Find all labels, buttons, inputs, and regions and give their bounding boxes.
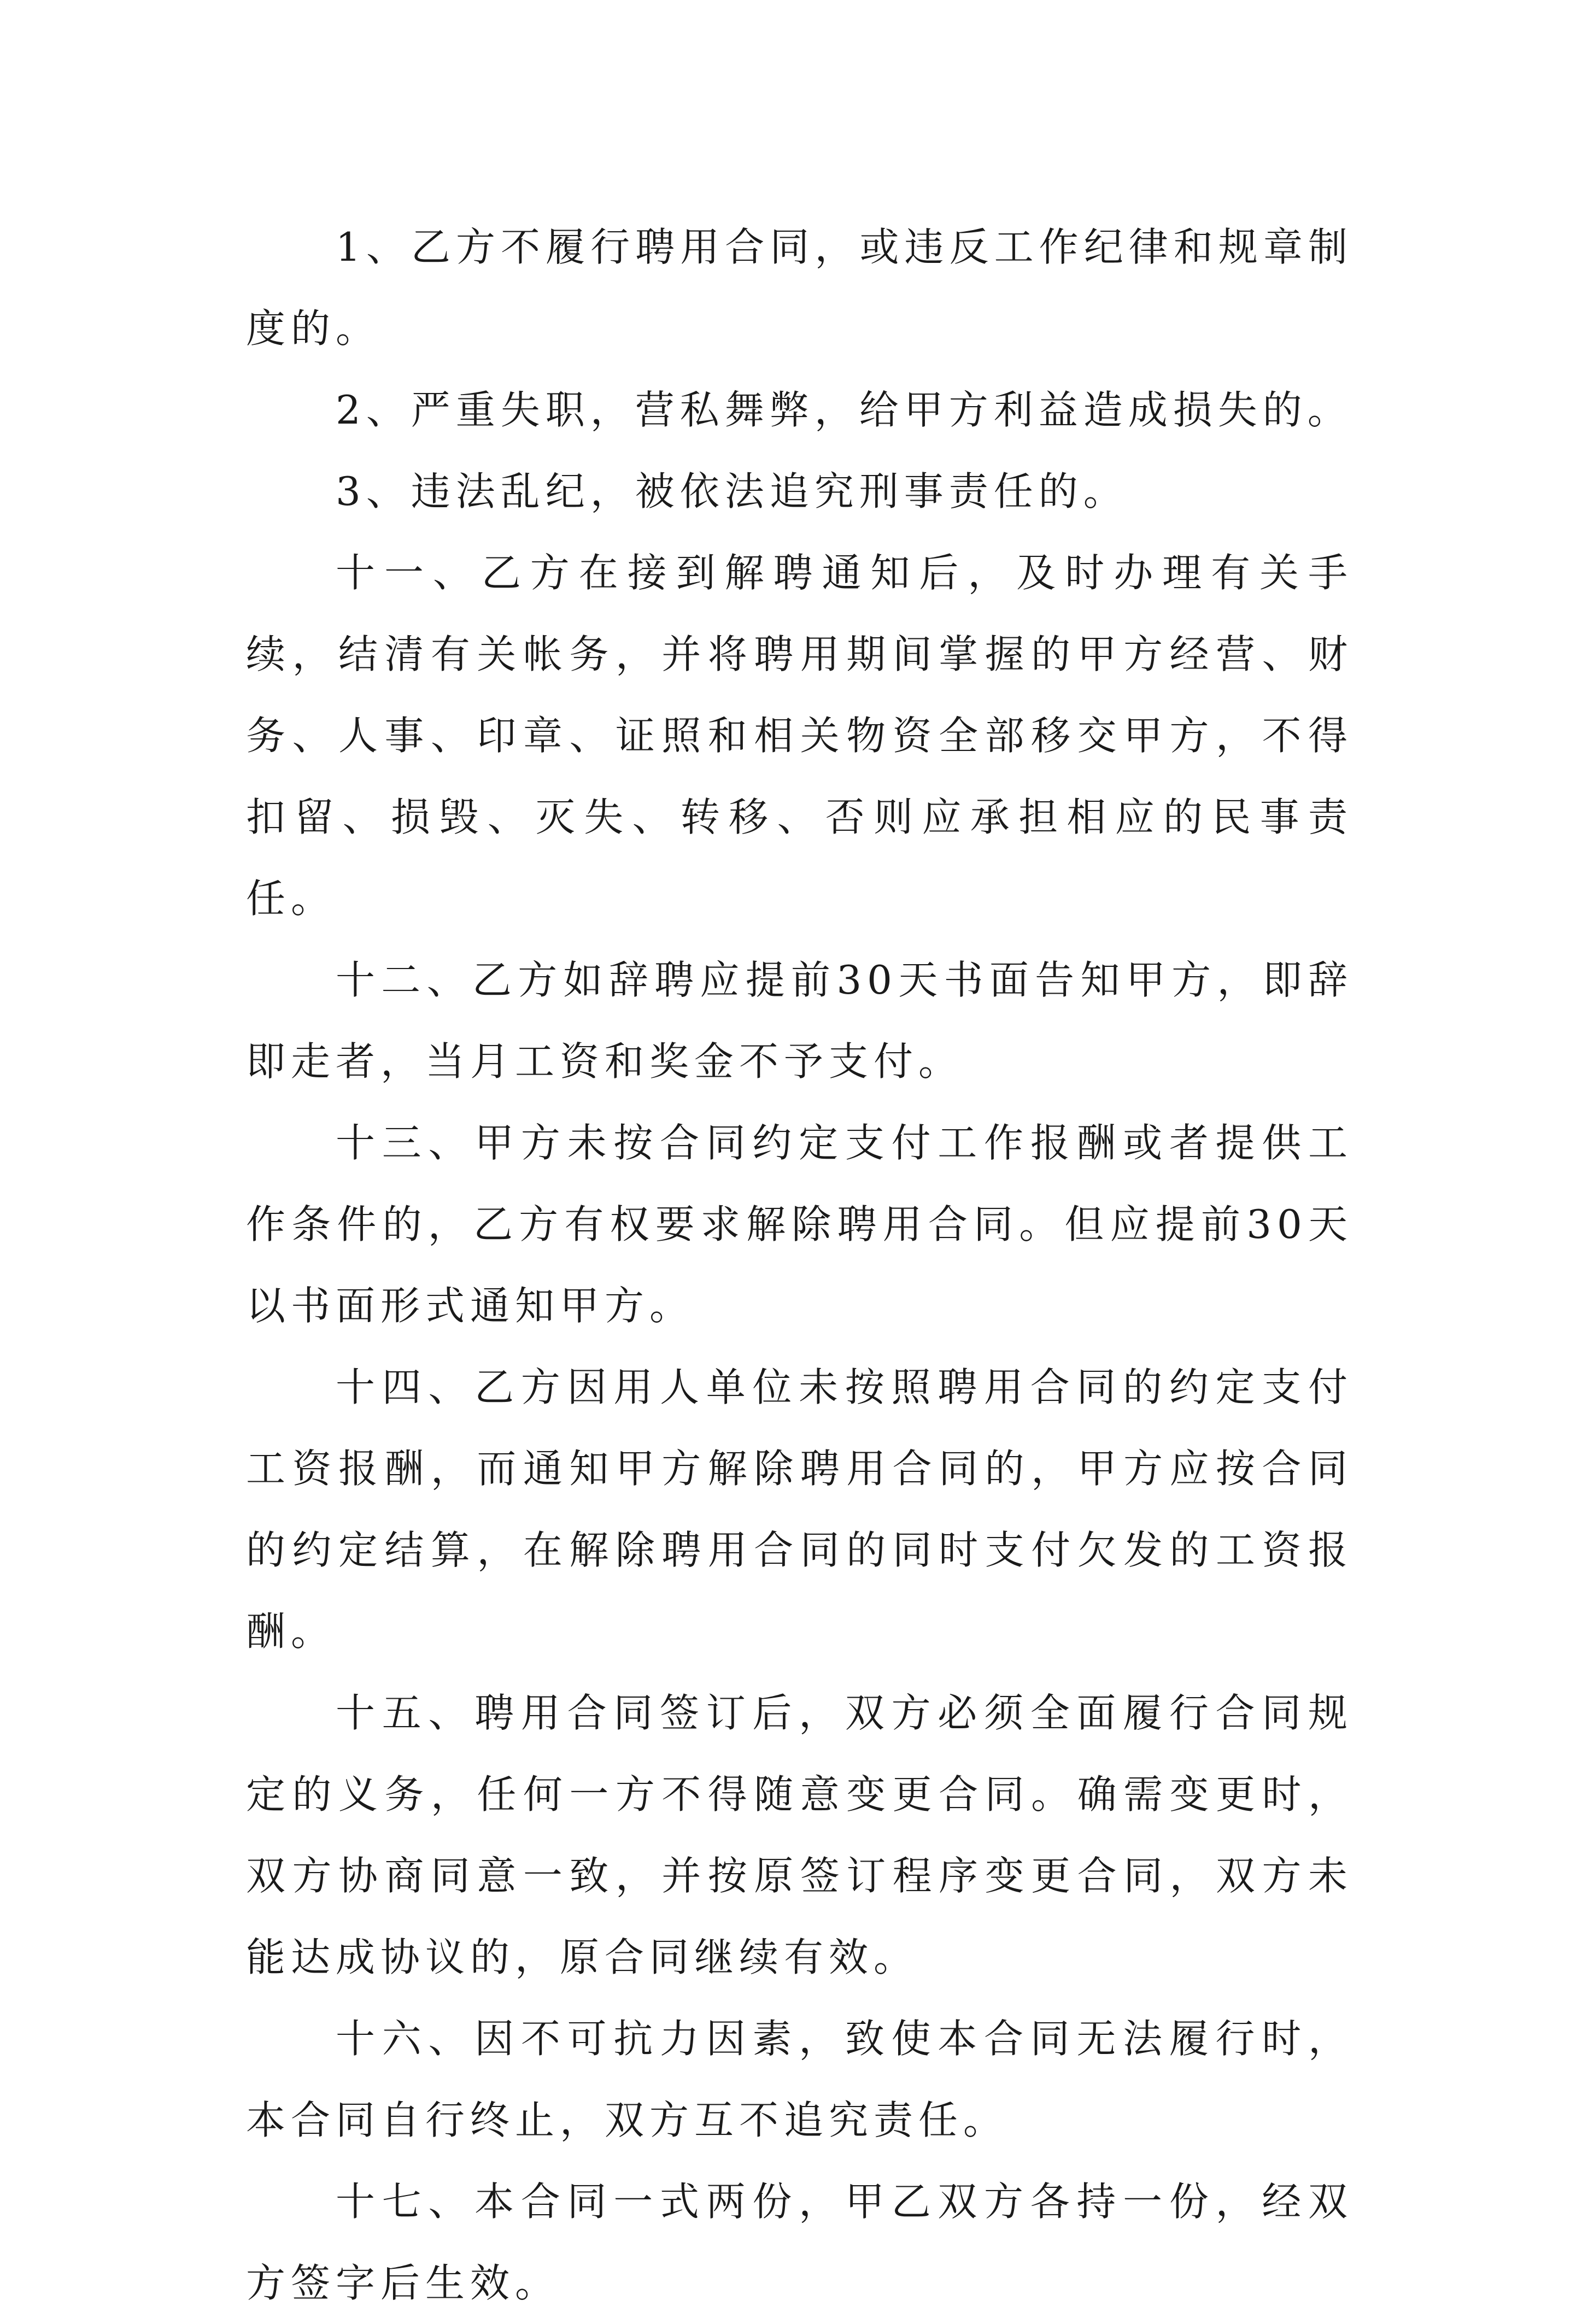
clause-paragraph: 3、违法乱纪，被依法追究刑事责任的。: [336, 468, 1128, 514]
clause-paragraph: 2、严重失职，营私舞弊，给甲方利益造成损失的。: [336, 387, 1352, 433]
clause-paragraph: 十一、乙方在接到解聘通知后，及时办理有关手续，结清有关帐务，并将聘用期间掌握的甲方经营、财务、人事、印章、证照和相关物资全部移交甲方，不得扣留、损毁、灭失、转移、否则应承担相应的民事责任。: [246, 550, 1353, 922]
clause-paragraph: 十二、乙方如辞聘应提前30天书面告知甲方，即辞即走者，当月工资和奖金不予支付。: [246, 957, 1353, 1084]
clause-paragraph: 1、乙方不履行聘用合同，或违反工作纪律和规章制度的。: [246, 224, 1353, 351]
clause-paragraph: 十三、甲方未按合同约定支付工作报酬或者提供工作条件的，乙方有权要求解除聘用合同。但应提前30天以书面形式通知甲方。: [246, 1120, 1353, 1329]
clause-paragraph: 十四、乙方因用人单位未按照聘用合同的约定支付工资报酬，而通知甲方解除聘用合同的，甲方应按合同的约定结算，在解除聘用合同的同时支付欠发的工资报酬。: [246, 1364, 1353, 1654]
contract-body: [246, 207, 1353, 2324]
clause-paragraph: 十五、聘用合同签订后，双方必须全面履行合同规定的义务，任何一方不得随意变更合同。确需变更时，双方协商同意一致，并按原签订程序变更合同，双方未能达成协议的，原合同继续有效。: [246, 1690, 1353, 1980]
clause-paragraph: 十六、因不可抗力因素，致使本合同无法履行时，本合同自行终止，双方互不追究责任。: [246, 2016, 1353, 2143]
clause-paragraph: 十七、本合同一式两份，甲乙双方各持一份，经双方签字后生效。: [246, 2179, 1353, 2306]
